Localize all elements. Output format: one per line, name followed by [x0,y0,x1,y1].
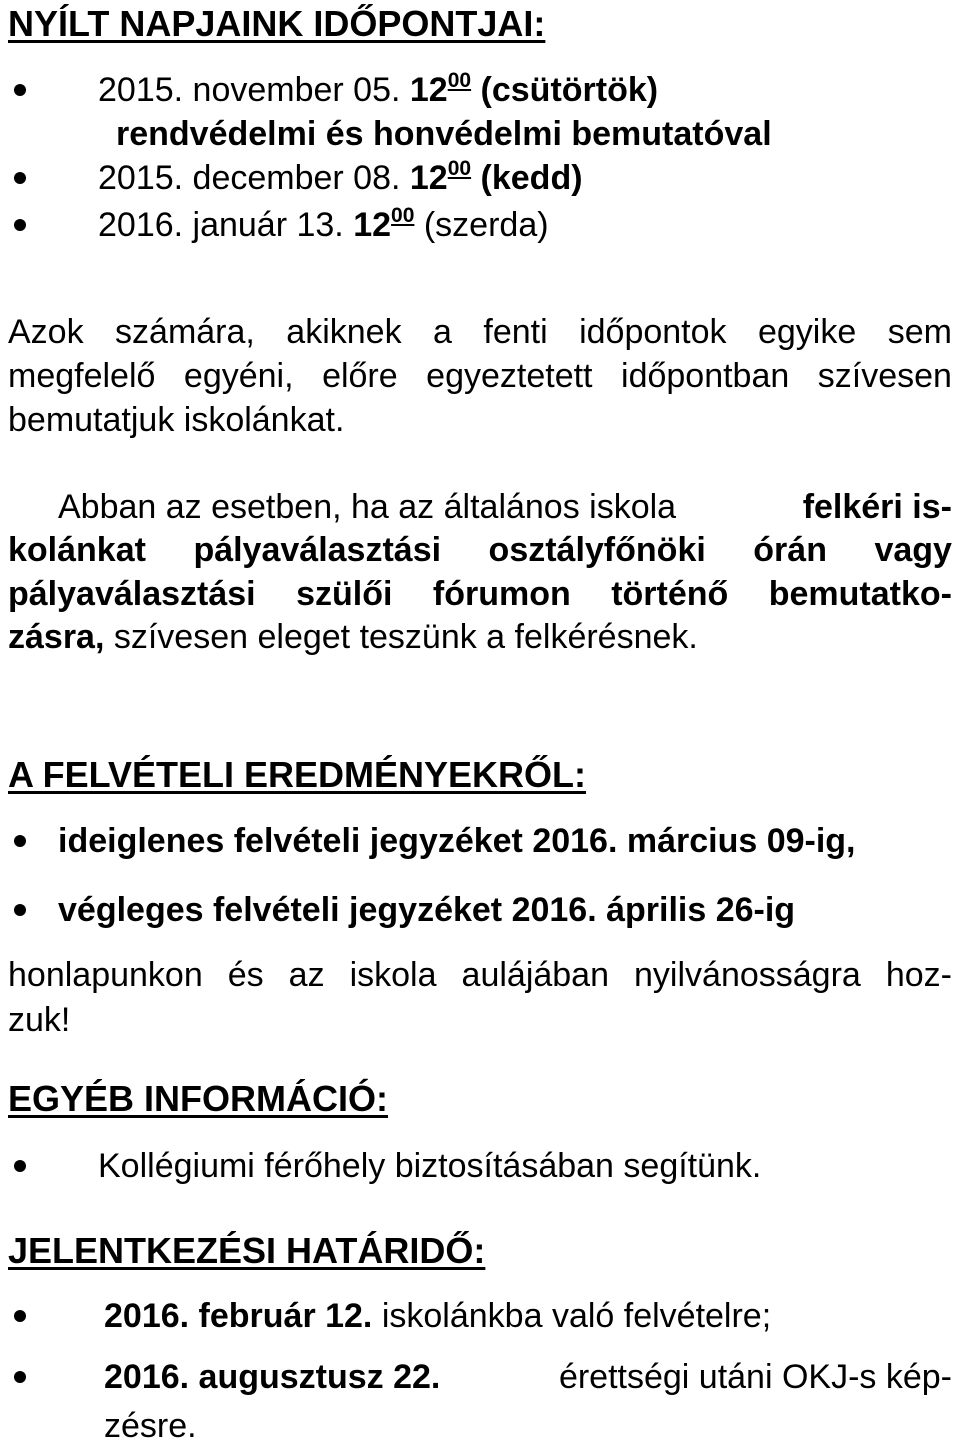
open-day-date: 2016. január 13. [98,206,344,244]
word: megfelelő [8,357,156,395]
word: iskola [349,956,437,994]
paragraph-invitation-line2 [8,533,952,567]
admission-item-final: végleges felvételi jegyzéket 2016. április 26-ig [58,891,796,929]
open-day-2 [98,157,583,197]
word: aulájában [461,956,610,994]
bullet-icon [14,84,26,96]
word: nyilvánosságra [634,956,861,994]
text-span: zuk! [8,1001,71,1039]
word: egyéni, [183,357,294,395]
open-day-hour: 12 [409,71,448,109]
text-line [8,315,952,359]
text-line [8,958,952,1003]
deadline-text: érettségi utáni OKJ-s kép- [558,1358,952,1396]
word: kolánkat [8,531,146,569]
text-line [58,490,952,524]
open-day-date: 2015. november 05. [98,71,401,109]
open-day-date: 2015. december 08. [98,159,401,197]
admission-results-heading: A FELVÉTELI EREDMÉNYEKRŐL: [8,754,587,795]
open-day-1-note: rendvédelmi és honvédelmi bemutatóval [116,115,772,153]
word: időpontban [621,357,790,395]
admission-closing [8,958,952,1037]
bullet-icon [14,172,26,184]
word: egyike [757,313,857,351]
deadline-item-2 [104,1360,952,1394]
text-line [104,1360,952,1394]
word: fenti [483,313,548,351]
word: történő [611,575,729,613]
open-day-3 [98,204,549,244]
word: akiknek [286,313,402,351]
text-line [8,359,952,403]
open-day-minute: 00 [391,204,415,227]
text-span: bemutatjuk iskolánkat. [8,401,345,439]
bullet-icon [14,1310,26,1322]
word: szülői [296,575,393,613]
deadline-date: 2016. augusztusz 22. [104,1358,441,1396]
word: fórumon [432,575,571,613]
open-day-weekday: (csütörtök) [480,71,659,109]
open-day-hour: 12 [409,159,448,197]
word: osztályfőnöki [488,531,706,569]
bullet-icon [14,219,26,231]
bullet-icon [14,835,26,847]
deadline-text: iskolánkba való felvételre; [381,1297,772,1335]
open-day-hour: 12 [353,206,392,244]
word: előre [322,357,398,395]
word: hoz- [885,956,952,994]
word: a [433,313,452,351]
text-line [8,577,952,611]
open-day-weekday: (szerda) [423,206,549,244]
word: sem [887,313,952,351]
text-line [8,403,952,437]
other-info-item: Kollégiumi férőhely biztosításában segítünk. [98,1147,762,1185]
text-line [8,533,952,567]
word: pályaválasztási [8,575,256,613]
paragraph-invitation-line4 [8,620,698,654]
paragraph-individual-visit [8,315,952,437]
paragraph-invitation-line1 [58,490,952,524]
word: számára, [115,313,255,351]
word: egyeztetett [426,357,593,395]
other-info-heading: EGYÉB INFORMÁCIÓ: [8,1078,389,1119]
admission-item-temporary: ideiglenes felvételi jegyzéket 2016. március 09-ig, [58,822,856,860]
word: órán [753,531,827,569]
word: Azok [8,313,84,351]
bullet-icon [14,1371,26,1383]
word: szívesen [817,357,952,395]
word: időpontok [579,313,727,351]
open-day-1 [98,69,659,109]
deadline-item-1 [104,1299,771,1333]
paragraph-invitation-line3 [8,577,952,611]
open-days-heading: NYÍLT NAPJAINK IDŐPONTJAI: [8,3,546,44]
bullet-icon [14,1160,26,1172]
text-span: szívesen eleget teszünk a felkérésnek. [113,618,698,656]
text-span-bold: felkéri is- [802,488,952,526]
word: honlapunkon [8,956,203,994]
deadline-date: 2016. február 12. [104,1297,373,1335]
word: és [227,956,264,994]
open-day-minute: 00 [447,69,472,92]
text-span-bold: zásra, [8,618,105,656]
text-span: Abban az esetben, ha az általános iskola [58,488,677,526]
word: bemutatko- [768,575,952,613]
open-day-weekday: (kedd) [480,159,583,197]
deadline-heading: JELENTKEZÉSI HATÁRIDŐ: [8,1230,486,1271]
word: az [288,956,325,994]
bullet-icon [14,904,26,916]
open-day-minute: 00 [447,157,472,180]
word: vagy [874,531,952,569]
text-line [8,1003,952,1037]
deadline-item-2-cont: zésre. [104,1407,197,1445]
word: pályaválasztási [193,531,442,569]
